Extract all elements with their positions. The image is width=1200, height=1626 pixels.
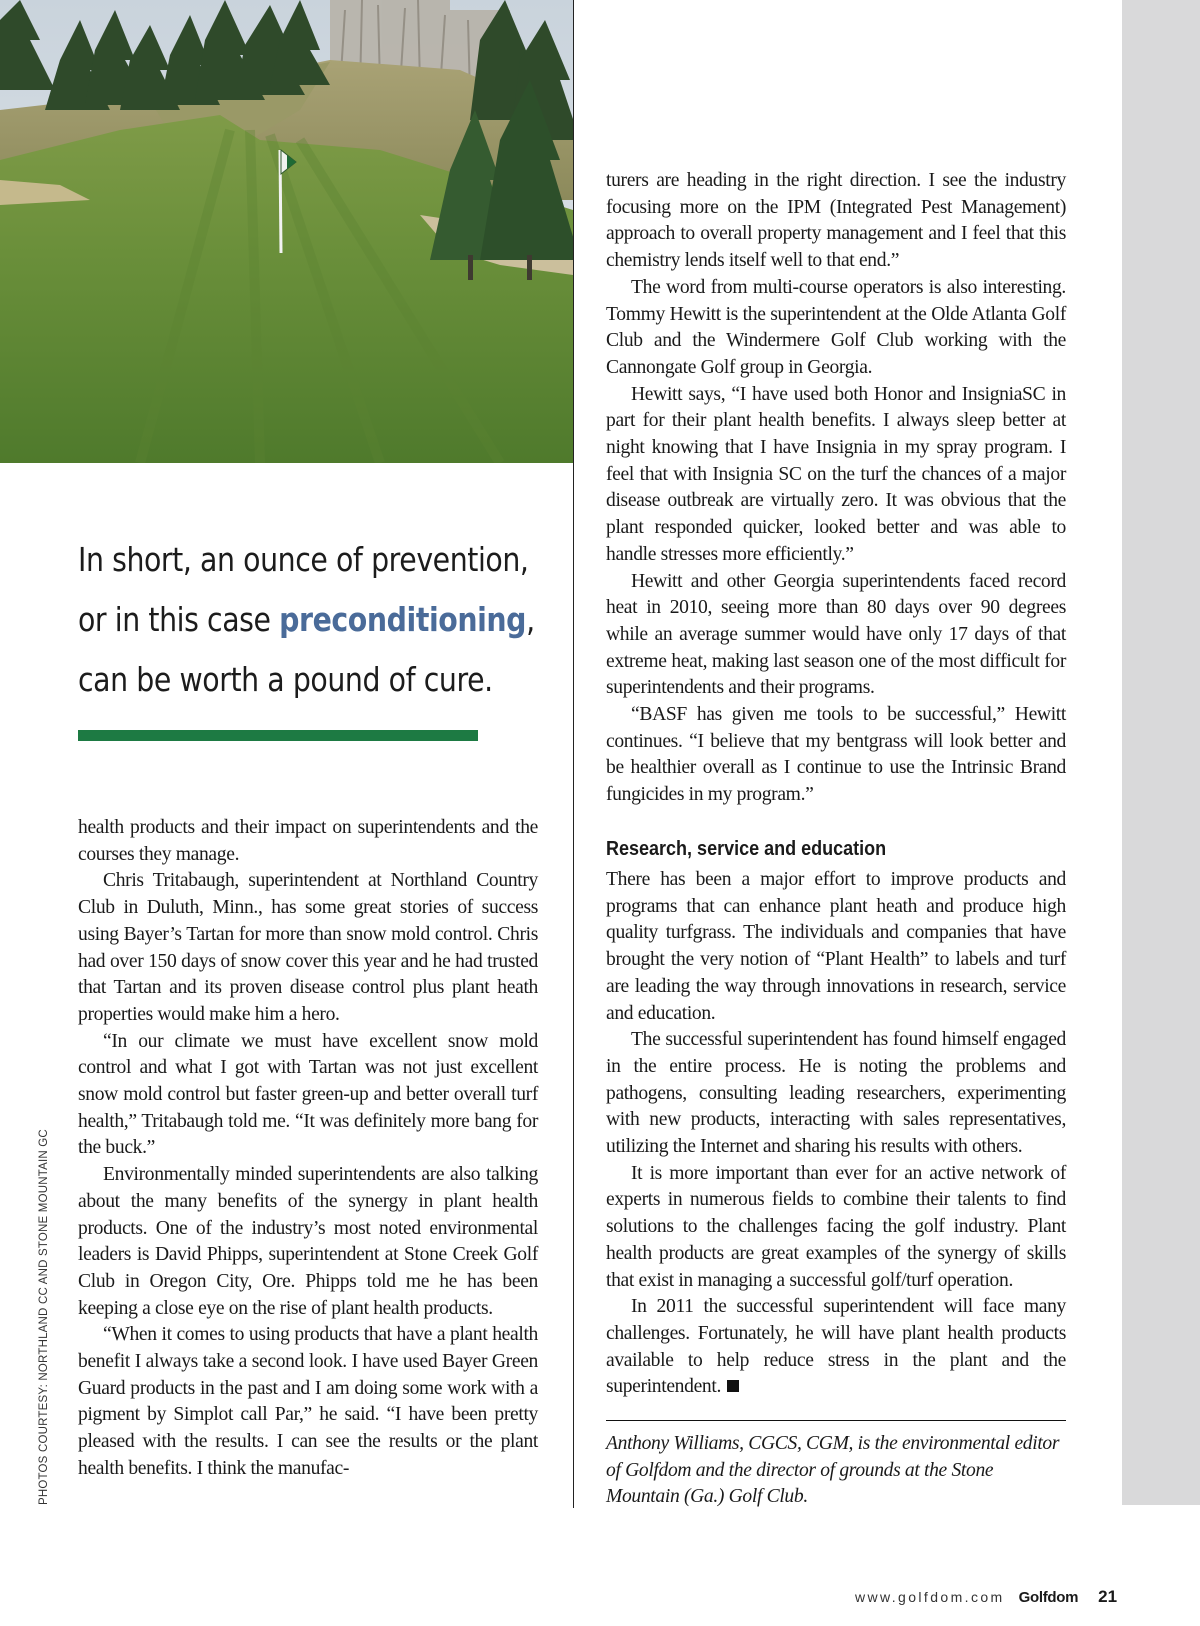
paragraph: Chris Tritabaugh, superintendent at Northland Country Club in Duluth, Minn., has some great stories of success using Bayer’s Tartan for more than snow mold control. Chris had over 150 days of snow cover this year and he had trusted that Tartan and its proven disease control plus plant heath properties would make him a hero. — [78, 870, 538, 1025]
page-edge-gray-bar — [1122, 0, 1200, 1505]
page-number: 21 — [1098, 1587, 1118, 1606]
pull-quote-line-3: can be worth a pound of cure. — [78, 660, 493, 699]
paragraph: Hewitt says, “I have used both Honor and InsigniaSC in part for their plant health benefits. I always sleep better at night knowing that I have Insignia in my spray program. I feel that with Insignia SC on the turf the chances of a major disease outbreak are virtually zero. It was obvious that the plant responded quicker, looked better and was able to handle stresses more efficiently.” — [606, 383, 1066, 565]
footer-magazine-name: Golfdom — [1018, 1589, 1079, 1606]
paragraph: The successful superintendent has found himself engaged in the entire process. He is noting the problems and pathogens, consulting leading researchers, experimenting with new products, interacting with sales representatives, utilizing the Internet and sharing his results with others. — [606, 1029, 1066, 1158]
paragraph: Environmentally minded superintendents are also talking about the many benefits of the synergy in plant health products. One of the industry’s most noted environmental leaders is David Phipps, superintendent at Stone Creek Golf Club in Oregon City, Ore. Phipps told me he has been keeping a close eye on the rise of plant health products. — [78, 1164, 538, 1319]
pull-quote-rule — [78, 730, 478, 741]
page-footer — [855, 1587, 1125, 1607]
section-heading: Research, service and education — [606, 838, 887, 860]
pull-quote-highlight: preconditioning — [279, 600, 527, 639]
golf-course-photo — [0, 0, 573, 463]
pull-quote — [78, 530, 535, 710]
paragraph-final — [606, 1294, 1066, 1401]
pull-quote-line-2-start: or in this case — [78, 600, 280, 639]
paragraph: Hewitt and other Georgia superintendents faced record heat in 2010, seeing more than 80 days over 90 degrees while an average summer would have only 17 days of that extreme heat, making last season one of the most difficult for superintendents and their programs. — [606, 570, 1066, 699]
pull-quote-line-2-end: , — [526, 600, 535, 639]
footer-url: www.golfdom.com — [855, 1589, 1005, 1605]
paragraph: There has been a major effort to improve products and programs that can enhance plant heath and produce high quality turfgrass. The individuals and companies that have brought the very notion of “Plant Health” to labels and turf are leading the way through innovations in research, service and education. — [606, 869, 1066, 1024]
end-of-article-icon — [727, 1380, 739, 1392]
pull-quote-line-2 — [78, 590, 535, 650]
right-column-bottom — [606, 867, 1066, 1401]
left-column — [78, 815, 538, 1483]
paragraph: turers are heading in the right direction. I see the industry focusing more on the IPM (Integrated Pest Management) approach to overall property management and I feel that this chemistry lends itself well to that end.” — [606, 170, 1066, 272]
paragraph: “BASF has given me tools to be successful,” Hewitt continues. “I believe that my bentgrass will look better and be healthier overall as I continue to use the Intrinsic Brand fungicides in my program.” — [606, 704, 1066, 806]
paragraph: It is more important than ever for an active network of experts in numerous fields to combine their talents to find solutions to the challenges facing the golf industry. Plant health products are great examples of the synergy of skills that exist in managing a successful golf/turf operation. — [606, 1162, 1066, 1291]
paragraph-text: In 2011 the successful superintendent will face many challenges. Fortunately, he will have plant health products available to help reduce stress in the plant and the superintendent. — [606, 1296, 1066, 1398]
paragraph: “When it comes to using products that have a plant health benefit I always take a second look. I have used Bayer Green Guard products in the past and I am doing some work with a pigment by Simplot call Par,” he said. “I have been pretty pleased with the results. I can see the results or the plant health benefits. I think the manufac- — [78, 1324, 538, 1479]
bio-divider — [606, 1420, 1066, 1421]
photo-credit: PHOTOS COURTESY: NORTHLAND CC AND STONE MOUNTAIN GC — [38, 1129, 50, 1505]
paragraph: The word from multi-course operators is also interesting. Tommy Hewitt is the superintendent at the Olde Atlanta Golf Club and the Windermere Golf Club working with the Cannongate Golf group in Georgia. — [606, 276, 1066, 378]
pull-quote-line-1: In short, an ounce of prevention, — [78, 540, 529, 579]
author-bio: Anthony Williams, CGCS, CGM, is the environmental editor of Golfdom and the director of grounds at the Stone Mountain (Ga.) Golf Club. — [606, 1433, 1060, 1507]
paragraph: “In our climate we must have excellent snow mold control and what I got with Tartan was not just excellent snow mold control but faster green-up and better overall turf health,” Tritabaugh told me. “It was definitely more bang for the buck.” — [78, 1030, 538, 1159]
paragraph: health products and their impact on superintendents and the courses they manage. — [78, 817, 538, 865]
column-divider — [573, 0, 574, 1508]
right-column-top — [606, 168, 1066, 809]
